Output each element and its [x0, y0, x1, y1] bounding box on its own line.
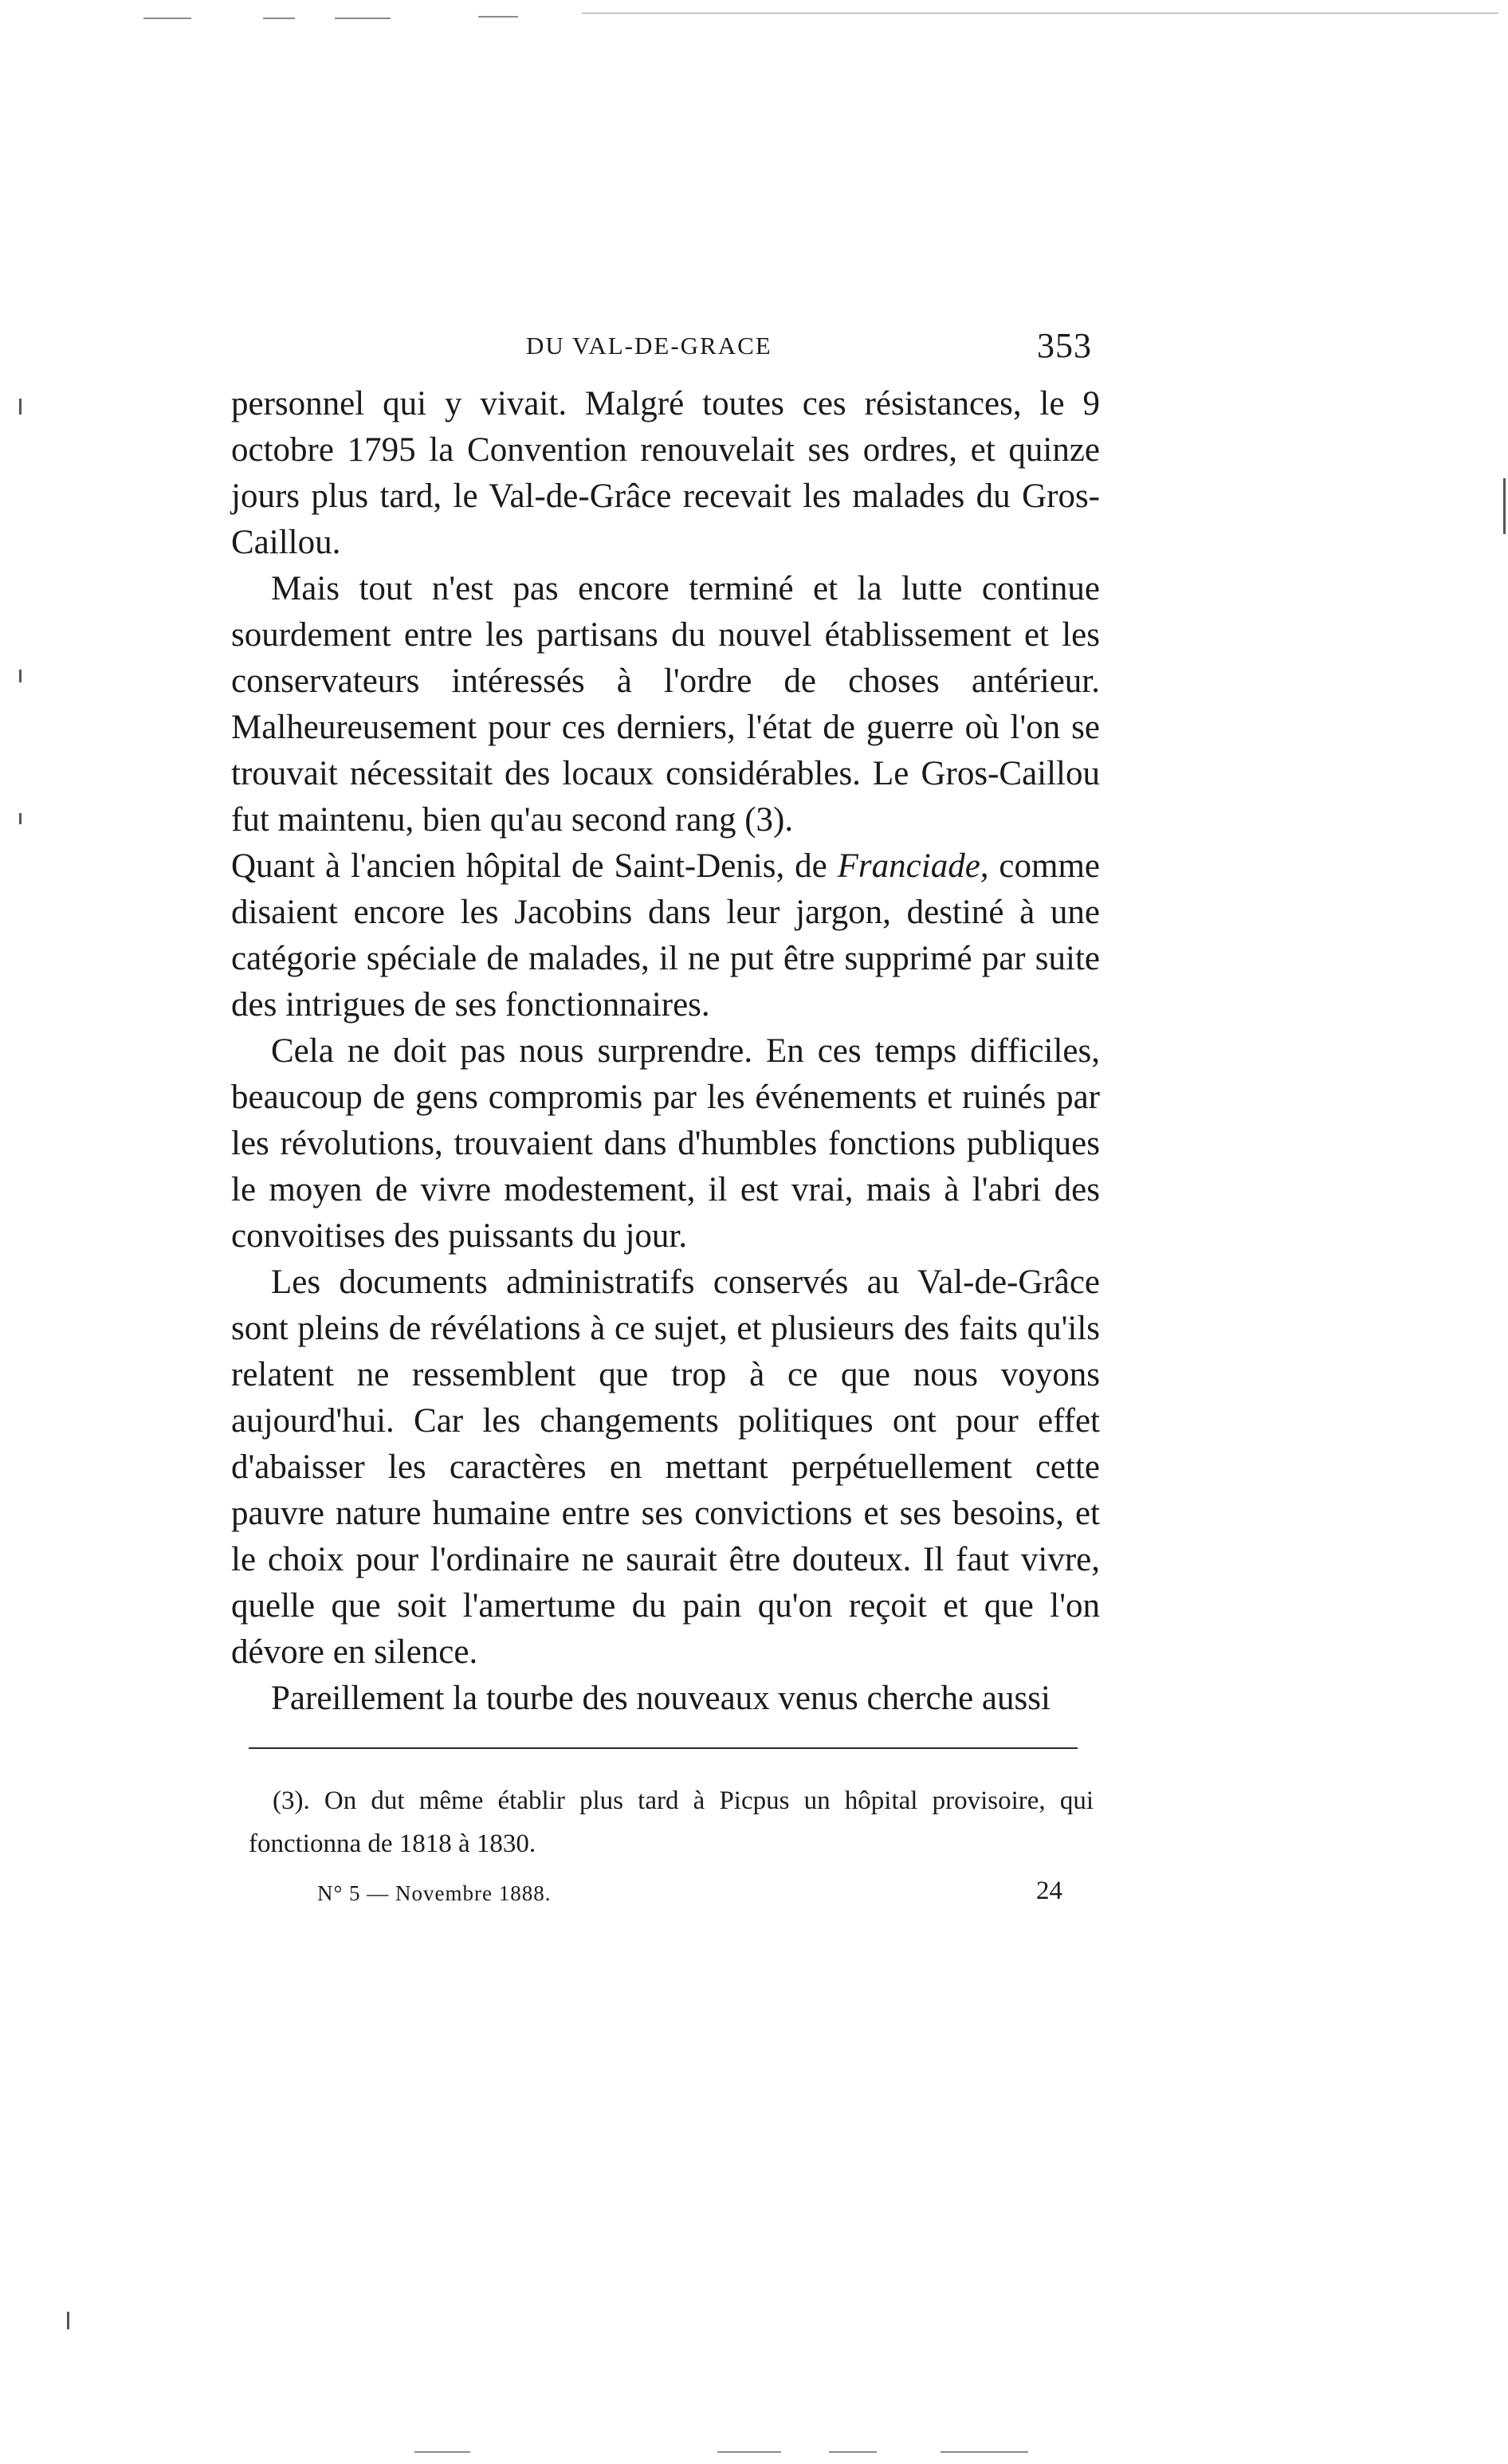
- scan-dash: [263, 18, 295, 19]
- quant-sentence-end: comme disaient encore les Jacobins dans leur jargon, destiné à une catégorie spéciale de malades, il ne put être supprimé par suite des intrigues de ses fonctionnaires.: [231, 847, 1100, 1024]
- body-text: [231, 381, 1100, 1722]
- scan-speck: [67, 2312, 69, 2329]
- scan-dash: [478, 16, 518, 18]
- scan-dash: [414, 2451, 470, 2453]
- paragraph-1: personnel qui y vivait. Malgré toutes ces résistances, le 9 octobre 1795 la Convention renouvelait ses ordres, et quinze jours plus tard, le Val-de-Grâce recevait les malades du Gros-Caillou.: [231, 385, 1100, 561]
- scan-dash: [829, 2451, 877, 2453]
- quant-sentence-start: Quant à l'ancien hôpital de Saint-Denis, de: [231, 847, 838, 885]
- scan-speck: [19, 399, 22, 415]
- footnote: (3). On dut même établir plus tard à Picpus un hôpital provisoire, qui fonctionna de 1818 à 1830.: [249, 1786, 1094, 1858]
- scan-dash: [335, 18, 391, 19]
- scan-speck: [1503, 478, 1506, 534]
- page-number: 353: [1037, 326, 1092, 365]
- running-title: DU VAL-DE-GRACE: [526, 332, 772, 360]
- scan-speck: [19, 670, 22, 682]
- scan-dash: [941, 2451, 1028, 2453]
- signature-mark: 24: [1036, 1876, 1062, 1905]
- scan-speck: [19, 813, 22, 824]
- footnote-rule: [249, 1747, 1078, 1749]
- paragraph-5: Pareillement la tourbe des nouveaux venus cherche aussi: [271, 1680, 1050, 1717]
- paragraph-4: Les documents administratifs conservés au Val-de-Grâce sont pleins de révélations à ce sujet, et plusieurs des faits qu'ils relatent ne ressemblent que trop à ce que nous voyons aujourd'hui. Car les changements politiques ont pour effet d'abaisser les caractères en mettant perpétuellement cette pauvre nature humaine entre ses convictions et ses besoins, et le choix pour l'ordinaire ne saurait être douteux. Il faut vivre, quelle que soit l'amertume du pain qu'on reçoit et que l'on dévore en silence.: [231, 1263, 1100, 1671]
- scan-edge-top: [582, 13, 1498, 14]
- running-head: [231, 325, 1100, 373]
- paragraph-3: Cela ne doit pas nous surprendre. En ces temps difficiles, beaucoup de gens compromis par les événements et ruinés par les révolutions, trouvaient dans d'humbles fonctions publiques le moyen de vivre modestement, il est vrai, mais à l'abri des convoitises des puissants du jour.: [231, 1032, 1100, 1255]
- scan-dash: [717, 2451, 781, 2453]
- issue-line: N° 5 — Novembre 1888.: [317, 1881, 552, 1905]
- scan-dash: [143, 18, 191, 19]
- quant-italic: Franciade,: [837, 847, 989, 885]
- paragraph-2: Mais tout n'est pas encore terminé et la lutte continue sourdement entre les partisans du nouvel établissement et les conservateurs intéressés à l'ordre de choses antérieur. Malheureusement pour ces derniers, l'état de guerre où l'on se trouvait nécessitait des locaux considérables. Le Gros-Caillou fut maintenu, bien qu'au second rang (3).: [231, 570, 1100, 839]
- paragraph-quant: [231, 843, 1100, 1028]
